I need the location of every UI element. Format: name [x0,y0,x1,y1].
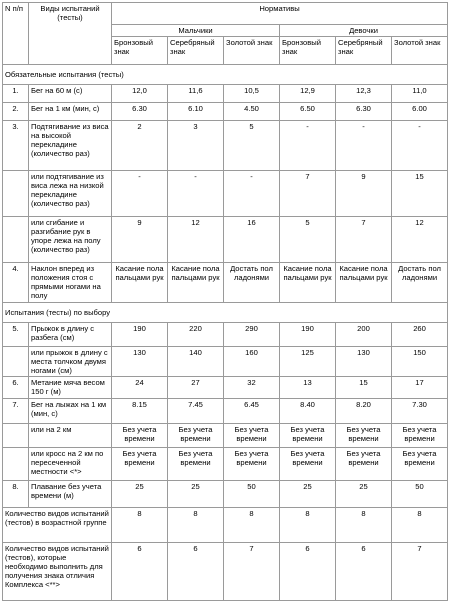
totals-value: 6 [280,543,336,601]
table-row [3,424,448,448]
norm-value: Без учета времени [168,448,224,481]
header-girls-gold: Золотой знак [392,37,448,65]
totals-row [3,508,448,543]
table-row [3,171,448,217]
norm-value: 17 [392,377,448,399]
norm-value: 8.15 [112,399,168,424]
norm-value: 12,3 [336,85,392,103]
test-name: Подтягивание из виса на высокой перекладине (количество раз) [29,121,112,171]
test-name: Наклон вперед из положения стоя с прямыми ногами на полу [29,263,112,303]
section-row [3,65,448,85]
norm-value: Без учета времени [224,448,280,481]
norm-value: 130 [336,347,392,377]
row-number [3,171,29,217]
norm-value: 260 [392,323,448,347]
norm-value: 2 [112,121,168,171]
norm-value: 8.20 [336,399,392,424]
header-boys-bronze: Бронзовый знак [112,37,168,65]
row-number: 7. [3,399,29,424]
norm-value: Без учета времени [392,448,448,481]
row-number: 6. [3,377,29,399]
norm-value: 32 [224,377,280,399]
norm-value: - [280,121,336,171]
totals-value: 8 [280,508,336,543]
norm-value: 190 [112,323,168,347]
norm-value: 125 [280,347,336,377]
row-number [3,424,29,448]
row-number [3,347,29,377]
norm-value: - [168,171,224,217]
norm-value: - [336,121,392,171]
totals-value: 8 [112,508,168,543]
test-name: или подтягивание из виса лежа на низкой перекладине (количество раз) [29,171,112,217]
row-number [3,448,29,481]
norm-value: Достать пол ладонями [392,263,448,303]
table-row [3,263,448,303]
norm-value: Достать пол ладонями [224,263,280,303]
table-row [3,399,448,424]
norm-value: Касание пола пальцами рук [336,263,392,303]
norm-value: - [392,121,448,171]
norm-value: 25 [280,481,336,508]
norm-value: 190 [280,323,336,347]
table-row [3,347,448,377]
row-number: 5. [3,323,29,347]
test-name: Бег на лыжах на 1 км (мин, с) [29,399,112,424]
norm-value: - [224,171,280,217]
norm-value: 12 [168,217,224,263]
norm-value: 15 [392,171,448,217]
totals-label: Количество видов испытаний (тестов) в возрастной группе [3,508,112,543]
norm-value: 25 [168,481,224,508]
section-mandatory: Обязательные испытания (тесты) [3,65,448,85]
totals-value: 8 [168,508,224,543]
header-boys-gold: Золотой знак [224,37,280,65]
norm-value: 7.45 [168,399,224,424]
norm-value: 6.10 [168,103,224,121]
totals-value: 6 [168,543,224,601]
test-name: Бег на 60 м (с) [29,85,112,103]
norm-value: 12 [392,217,448,263]
table-row [3,323,448,347]
norm-value: 6.30 [336,103,392,121]
header-num: N п/п [3,3,29,65]
norm-value: 50 [224,481,280,508]
norm-value: 27 [168,377,224,399]
norm-value: 16 [224,217,280,263]
norm-value: 3 [168,121,224,171]
norm-value: 24 [112,377,168,399]
norm-value: 6.30 [112,103,168,121]
norm-value: Без учета времени [168,424,224,448]
norm-value: 11,6 [168,85,224,103]
table-row [3,121,448,171]
norm-value: 25 [112,481,168,508]
header-girls-silver: Серебряный знак [336,37,392,65]
totals-value: 7 [392,543,448,601]
section-row [3,303,448,323]
header-tests: Виды испытаний (тесты) [29,3,112,65]
norm-value: 15 [336,377,392,399]
norm-value: 7 [336,217,392,263]
norm-value: Без учета времени [112,424,168,448]
norm-value: 7.30 [392,399,448,424]
norm-value: 200 [336,323,392,347]
norm-value: Без учета времени [392,424,448,448]
table-row [3,448,448,481]
row-number: 4. [3,263,29,303]
totals-value: 6 [112,543,168,601]
norm-value: 130 [112,347,168,377]
norm-value: 140 [168,347,224,377]
norm-value: Без учета времени [224,424,280,448]
norm-value: Без учета времени [280,424,336,448]
totals-value: 7 [224,543,280,601]
norm-value: 290 [224,323,280,347]
norm-value: 10,5 [224,85,280,103]
test-name: или кросс на 2 км по пересеченной местности <*> [29,448,112,481]
test-name: Плавание без учета времени (м) [29,481,112,508]
row-number: 8. [3,481,29,508]
test-name: или прыжок в длину с места толчком двумя ногами (см) [29,347,112,377]
totals-value: 8 [336,508,392,543]
norm-value: 9 [336,171,392,217]
norm-value: Касание пола пальцами рук [112,263,168,303]
totals-row [3,543,448,601]
norm-value: 160 [224,347,280,377]
norm-value: Без учета времени [112,448,168,481]
norm-value: Без учета времени [336,424,392,448]
norm-value: Касание пола пальцами рук [280,263,336,303]
totals-value: 8 [224,508,280,543]
row-number: 2. [3,103,29,121]
totals-label: Количество видов испытаний (тестов), которые необходимо выполнить для получения знака отличия Комплекса <**> [3,543,112,601]
test-name: или на 2 км [29,424,112,448]
norm-value: 5 [280,217,336,263]
row-number: 3. [3,121,29,171]
row-number [3,217,29,263]
table-row [3,217,448,263]
section-optional: Испытания (тесты) по выбору [3,303,448,323]
test-name: Бег на 1 км (мин, с) [29,103,112,121]
norm-value: Без учета времени [336,448,392,481]
test-name: Метание мяча весом 150 г (м) [29,377,112,399]
norm-value: 25 [336,481,392,508]
norm-value: 4.50 [224,103,280,121]
header-norms: Нормативы [112,3,448,25]
norm-value: - [112,171,168,217]
norm-value: 12,0 [112,85,168,103]
test-name: Прыжок в длину с разбега (см) [29,323,112,347]
norm-value: 6.00 [392,103,448,121]
norm-value: Без учета времени [280,448,336,481]
norm-value: 220 [168,323,224,347]
norm-value: 11,0 [392,85,448,103]
norm-value: 13 [280,377,336,399]
norm-value: 12,9 [280,85,336,103]
header-girls: Девочки [280,25,448,37]
row-number: 1. [3,85,29,103]
norm-value: 150 [392,347,448,377]
norm-value: 6.45 [224,399,280,424]
norm-value: 50 [392,481,448,508]
norm-value: 8.40 [280,399,336,424]
table-row [3,481,448,508]
header-boys: Мальчики [112,25,280,37]
table-row [3,103,448,121]
norm-value: Касание пола пальцами рук [168,263,224,303]
table-row [3,85,448,103]
header-girls-bronze: Бронзовый знак [280,37,336,65]
totals-value: 6 [336,543,392,601]
norms-table [2,2,448,601]
norm-value: 7 [280,171,336,217]
norm-value: 5 [224,121,280,171]
header-boys-silver: Серебряный знак [168,37,224,65]
norm-value: 9 [112,217,168,263]
totals-value: 8 [392,508,448,543]
test-name: или сгибание и разгибание рук в упоре лежа на полу (количество раз) [29,217,112,263]
norm-value: 6.50 [280,103,336,121]
table-row [3,377,448,399]
